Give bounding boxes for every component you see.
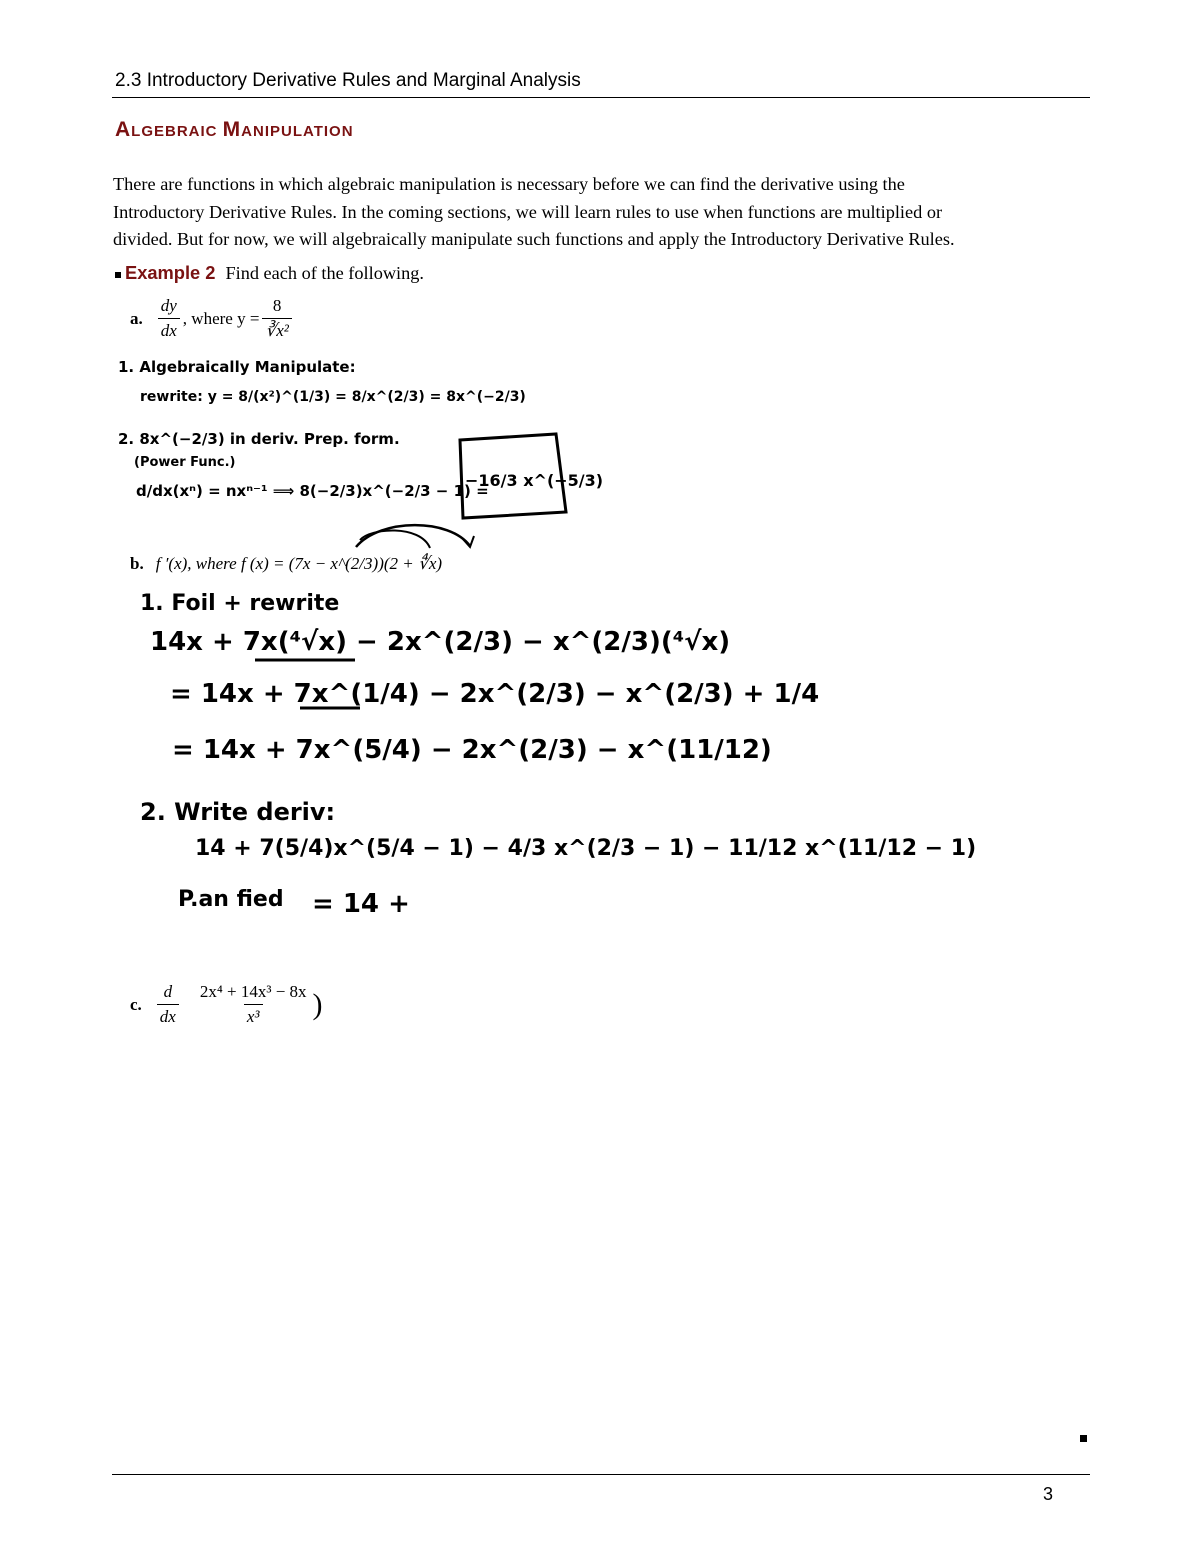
hw-a-step1: 1. Algebraically Manipulate: [118,358,356,376]
hw-b-line3: = 14x + 7x^(5/4) − 2x^(2/3) − x^(11/12) [172,735,772,765]
hw-b-line1: 14x + 7x(⁴√x) − 2x^(2/3) − x^(2/3)(⁴√x) [150,627,731,657]
problem-a-rhs-num: 8 [272,296,282,315]
problem-a-where: , where y = [182,308,260,328]
section-title-rest-2: ANIPULATION [241,123,354,140]
problem-c-dx: dx [157,1004,179,1027]
end-of-example-mark [1080,1435,1087,1442]
hw-b-line2: = 14x + 7x^(1/4) − 2x^(2/3) − x^(2/3) + 1/4 [170,679,820,709]
intro-line: Introductory Derivative Rules. In the coming sections, we will learn rules to use when functions are multiplied or [113,201,943,222]
section-title-initial-2: M [222,118,242,141]
problem-c-close-paren: ) [312,987,323,1021]
problem-b-text: f ′(x), where f (x) = (7x − x^(2/3))(2 + ∜x) [155,554,443,573]
hw-b-step2: 2. Write deriv: [140,798,336,826]
hw-b-deriv: 14 + 7(5/4)x^(5/4 − 1) − 4/3 x^(2/3 − 1) − 11/12 x^(11/12 − 1) [195,836,977,861]
hw-a-rewrite: rewrite: y = 8/(x²)^(1/3) = 8/x^(2/3) = 8x^(−2/3) [140,389,526,405]
problem-a-rhs-den: ∛x² [262,318,291,341]
problem-a-num: dy [160,296,177,315]
hw-b-simplified: = 14 + [312,889,410,919]
example-label: Example 2 [125,262,216,283]
hw-foil-arc [356,525,470,547]
hw-a-answer: −16/3 x^(−5/3) [465,471,604,490]
hw-a-power: (Power Func.) [134,455,236,470]
footer-rule [112,1474,1090,1475]
problem-a-label: a. [130,308,143,328]
section-title-rest-1: LGEBRAIC [131,123,223,140]
intro-line: There are functions in which algebraic manipulation is necessary before we can find the derivative using the [113,174,905,194]
hw-b-step1: 1. Foil + rewrite [140,591,340,616]
section-title-initial-1: A [115,118,132,141]
example-instruction: Find each of the following. [225,263,424,283]
page-number: 3 [1043,1484,1054,1504]
problem-c-d: d [163,982,173,1001]
problem-b-label: b. [130,554,144,573]
hw-arrow-head [462,536,474,547]
hw-foil-arc [360,530,430,548]
problem-c-label: c. [130,994,142,1014]
hw-a-step2: 2. 8x^(−2/3) in deriv. Prep. form. [118,430,400,448]
problem-c-expr-den: x³ [244,1004,263,1027]
hw-b-simplified-label: P.an fied [178,887,284,912]
intro-line: divided. But for now, we will algebraically manipulate such functions and apply the Introductory Derivative Rules. [113,229,955,249]
running-header: 2.3 Introductory Derivative Rules and Marginal Analysis [115,70,581,91]
problem-c-expr-num: 2x⁴ + 14x³ − 8x [199,982,307,1001]
hw-a-rule: d/dx(xⁿ) = nxⁿ⁻¹ ⟹ 8(−2/3)x^(−2/3 − 1) = [136,482,489,500]
problem-a-den: dx [158,318,180,341]
